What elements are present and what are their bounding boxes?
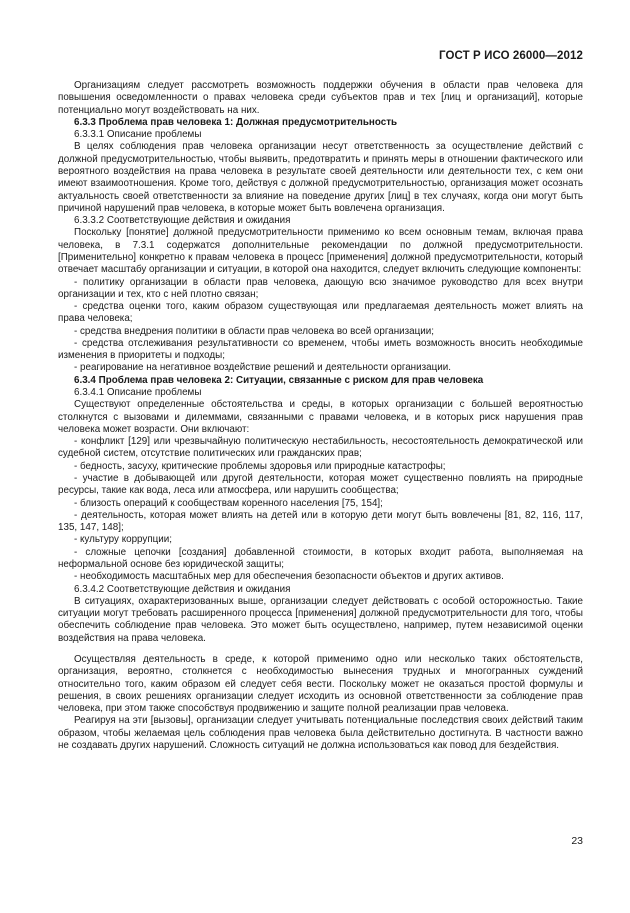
paragraph: Организациям следует рассмотреть возможность поддержки обучения в области прав человека для повышения осведомленности о правах человека среди субъектов прав и тех [лиц и организаций], которые потенциально могут воздействовать на них. — [58, 80, 583, 116]
section-heading: 6.3.4 Проблема прав человека 2: Ситуации, связанные с риском для прав человека — [74, 374, 484, 386]
paragraph: Реагируя на эти [вызовы], организации следует учитывать потенциальные последствия своих действий таким образом, чтобы желаемая цель соблюдения прав человека была действительно достигнута. В частности важно не создавать других нарушений. Сложность ситуаций не должна использоваться как повод для бездействия. — [58, 715, 583, 751]
paragraph: В целях соблюдения прав человека организации несут ответственность за осуществление действий с должной предусмотрительностью, чтобы выявить, предотвратить и принять меры в отношении фактического или вероятного воздействия на права человека в результате своей деятельности или деятельности тех, с кем они имеют взаимоотношения. Кроме того, действуя с должной предусмотрительностью, организация может осознать актуальность своей ответственности за влияние на поведение других [лиц] в тех случаях, когда они могут быть причиной нарушений прав человека, в которые может быть вовлечена организация. — [58, 141, 583, 214]
subsection-heading: 6.3.3.1 Описание проблемы — [74, 129, 202, 141]
document-body — [58, 80, 583, 752]
section-heading: 6.3.3 Проблема прав человека 1: Должная предусмотрительность — [74, 116, 398, 128]
paragraph: Осуществляя деятельность в среде, к которой применимо одно или несколько таких обстоятельств, организация, вероятно, столкнется с необходимостью вынесения трудных и многогранных суждений относительно того, каким образом ей следует себя вести. Поскольку может не оказаться простой формулы и решения, в своих решениях организации следует исходить из основной ответственности за соблюдение прав человека, при этом также способствуя продвижению и защите полной реализации прав человека. — [58, 653, 583, 715]
list-item: - реагирование на негативное воздействие решений и деятельности организации. — [74, 362, 451, 374]
list-item: - средства оценки того, каким образом существующая или предлагаемая деятельность может влиять на права человека; — [58, 301, 583, 325]
subsection-heading: 6.3.4.1 Описание проблемы — [74, 387, 202, 399]
list-item: - бедность, засуху, критические проблемы здоровья или природные катастрофы; — [74, 460, 446, 472]
paragraph: Поскольку [понятие] должной предусмотрительности применимо ко всем основным темам, включая права человека, в 7.3.1 содержатся дополнительные рекомендации по должной предусмотрительности. [Применительно] конкретно к правам человека в процесс [применения] должной предусмотрительности, который отвечает масштабу организации и ситуации, в которой она находится, следует включить следующие компоненты: — [58, 227, 583, 276]
list-item: - участие в добывающей или другой деятельности, которая может существенно повлиять на природные ресурсы, такие как вода, леса или атмосфера, или нарушить сообщества; — [58, 473, 583, 497]
document-header: ГОСТ Р ИСО 26000—2012 — [438, 50, 583, 62]
list-item: - политику организации в области прав человека, дающую всю значимое руководство для всех внутри организации и тех, кто с ней плотно связан; — [58, 276, 583, 300]
list-item: - культуру коррупции; — [74, 534, 173, 546]
list-item: - конфликт [129] или чрезвычайную политическую нестабильность, несостоятельность демократической или судебной систем, отсутствие политических или гражданских прав; — [58, 436, 583, 460]
list-item: - необходимость масштабных мер для обеспечения безопасности объектов и других активов. — [74, 571, 504, 583]
list-item: - средства внедрения политики в области прав человека во всей организации; — [74, 325, 435, 337]
list-item: - близость операций к сообществам коренного населения [75, 154]; — [74, 497, 383, 509]
paragraph: Существуют определенные обстоятельства и среды, в которых организации с большей вероятностью столкнутся с вызовами и дилеммами, связанными с правами человека, и в которых риск нарушения прав человека может возрасти. Они включают: — [58, 399, 583, 435]
list-item: - деятельность, которая может влиять на детей или в которую дети могут быть вовлечены [81, 82, 116, 117, 135, 147, 148]; — [58, 509, 583, 534]
page-number: 23 — [571, 835, 583, 847]
list-item: - средства отслеживания результативности со временем, чтобы иметь возможность вносить необходимые изменения в приоритеты и подходы; — [58, 337, 583, 362]
subsection-heading: 6.3.4.2 Соответствующие действия и ожидания — [74, 583, 291, 595]
list-item: - сложные цепочки [создания] добавленной стоимости, в которых входит работа, выполняемая на неформальной основе без юридической защиты; — [58, 546, 583, 570]
subsection-heading: 6.3.3.2 Соответствующие действия и ожидания — [74, 215, 291, 227]
paragraph: В ситуациях, охарактеризованных выше, организации следует действовать с особой осторожностью. Такие ситуации могут требовать расширенного процесса [применения] должной предусмотрительности для того, чтобы обеспечить соблюдение прав человека. Это может быть осуществлено, например, путем независимой оценки воздействия на права человека. — [58, 595, 583, 644]
